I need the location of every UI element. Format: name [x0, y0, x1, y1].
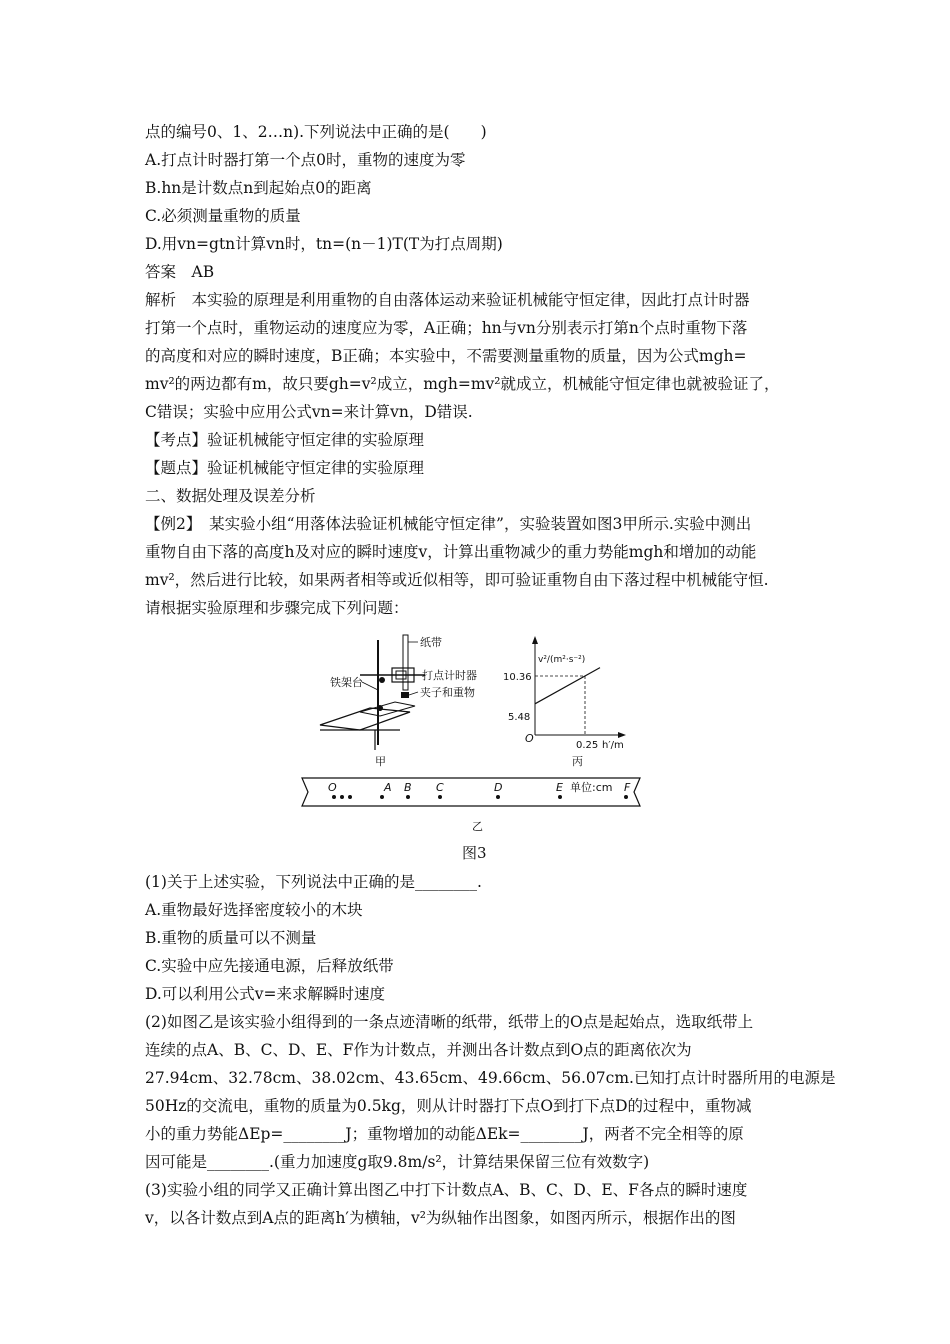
- figure-caption: 图3: [462, 844, 487, 862]
- part1-option-b: B.重物的质量可以不测量: [145, 929, 317, 947]
- tape-label-e: E: [556, 781, 563, 794]
- figure-3-svg: [300, 630, 650, 840]
- tape-dot: [348, 795, 352, 799]
- q1-tidian: 【题点】验证机械能守恒定律的实验原理: [145, 459, 425, 477]
- part3-line: (3)实验小组的同学又正确计算出图乙中打下计数点A、B、C、D、E、F各点的瞬时速度: [145, 1181, 748, 1199]
- weight-clamp: [401, 692, 409, 698]
- tape-label-b: B: [404, 781, 412, 794]
- tape-dot: [406, 795, 410, 799]
- graph-x-arrow: [618, 732, 626, 738]
- tape-label-a: A: [384, 781, 392, 794]
- part2-line: 因可能是________.(重力加速度g取9.8m/s²，计算结果保留三位有效数字): [145, 1153, 650, 1171]
- apparatus-diagram: [320, 635, 425, 750]
- tape-label-f: F: [624, 781, 631, 794]
- example2-line: 请根据实验原理和步骤完成下列问题：: [145, 599, 409, 617]
- q1-option-c: C.必须测量重物的质量: [145, 207, 301, 225]
- figure-3: [300, 630, 650, 860]
- clamp-knob: [379, 677, 385, 683]
- tape-dot: [438, 795, 442, 799]
- q1-analysis-line: C错误；实验中应用公式vn=来计算vn，D错误.: [145, 403, 473, 421]
- tape-dot: [624, 795, 628, 799]
- example2-line: 重物自由下落的高度h及对应的瞬时速度v，计算出重物减少的重力势能mgh和增加的动能: [145, 543, 757, 561]
- part1-option-a: A.重物最好选择密度较小的木块: [145, 901, 363, 919]
- part2-line: 小的重力势能ΔEp=________J；重物增加的动能ΔEk=________J，两者不完全相等的原: [145, 1125, 744, 1143]
- tape-label-d: D: [494, 781, 503, 794]
- label-timer: 打点计时器: [422, 669, 477, 682]
- label-bing: 丙: [572, 755, 583, 768]
- q1-answer: 答案 AB: [145, 263, 215, 281]
- q1-analysis-line: 的高度和对应的瞬时速度，B正确；本实验中，不需要测量重物的质量，因为公式mgh=: [145, 347, 747, 365]
- part2-line: 27.94cm、32.78cm、38.02cm、43.65cm、49.66cm、56.07cm.已知打点计时器所用的电源是: [145, 1069, 836, 1087]
- question-stem-end: 点的编号0、1、2…n).下列说法中正确的是( ): [145, 123, 487, 141]
- tape-dot: [340, 795, 344, 799]
- q1-option-b: B.hn是计数点n到起始点0的距离: [145, 179, 372, 197]
- part2-line: 连续的点A、B、C、D、E、F作为计数点，并测出各计数点到O点的距离依次为: [145, 1041, 692, 1059]
- graph-origin-label: O: [525, 732, 534, 745]
- graph-series-line: [535, 668, 600, 704]
- label-paper: 纸带: [420, 636, 442, 649]
- leader-stand: [362, 682, 378, 690]
- graph-y-arrow: [532, 636, 538, 644]
- base-knob: [377, 705, 383, 711]
- label-stand: 铁架台: [330, 676, 363, 689]
- part2-line: (2)如图乙是该实验小组得到的一条点迹清晰的纸带，纸带上的O点是起始点，选取纸带上: [145, 1013, 754, 1031]
- example2-line: 【例2】 某实验小组“用落体法验证机械能守恒定律”，实验装置如图3甲所示.实验中测出: [145, 515, 752, 533]
- tape-unit: 单位:cm: [570, 781, 613, 794]
- q1-kaodian: 【考点】验证机械能守恒定律的实验原理: [145, 431, 425, 449]
- part3-line: v，以各计数点到A点的距离h′为横轴，v²为纵轴作出图象，如图丙所示，根据作出的图: [145, 1209, 736, 1227]
- q1-option-d: D.用vn=gtn计算vn时，tn=(n－1)T(T为打点周期): [145, 235, 503, 253]
- leader-clamp: [409, 692, 418, 695]
- part2-line: 50Hz的交流电，重物的质量为0.5kg，则从计时器打下点O到打下点D的过程中，重物减: [145, 1097, 752, 1115]
- label-clamp: 夹子和重物: [420, 686, 475, 699]
- label-jia: 甲: [375, 755, 386, 768]
- example2-line: mv²，然后进行比较，如果两者相等或近似相等，即可验证重物自由下落过程中机械能守恒.: [145, 571, 769, 589]
- graph-ylabel: v²/(m²·s⁻²): [538, 655, 586, 665]
- tape-dot: [332, 795, 336, 799]
- graph-ytick-label: 10.36: [503, 672, 532, 683]
- graph-xtick-label: 0.25: [576, 740, 599, 751]
- graph-xlabel: h′/m: [602, 740, 624, 751]
- q1-analysis-line: 解析 本实验的原理是利用重物的自由落体运动来验证机械能守恒定律，因此打点计时器: [145, 291, 750, 309]
- label-yi: 乙: [472, 820, 483, 833]
- tape-dot: [496, 795, 500, 799]
- tape-dot: [558, 795, 562, 799]
- part1-option-c: C.实验中应先接通电源，后释放纸带: [145, 957, 394, 975]
- q1-option-a: A.打点计时器打第一个点0时，重物的速度为零: [145, 151, 466, 169]
- graph-ytick-label: 5.48: [508, 712, 531, 723]
- part1-option-d: D.可以利用公式v=来求解瞬时速度: [145, 985, 386, 1003]
- q1-analysis-line: mv²的两边都有m，故只要gh=v²成立，mgh=mv²就成立，机械能守恒定律也就被验证了，: [145, 375, 780, 393]
- q1-analysis-line: 打第一个点时，重物运动的速度应为零，A正确；hn与vn分别表示打第n个点时重物下落: [145, 319, 748, 337]
- part1-question: (1)关于上述实验，下列说法中正确的是________.: [145, 873, 482, 891]
- graph-bing: [532, 636, 626, 738]
- section-title: 二、数据处理及误差分析: [145, 487, 316, 505]
- tape-dot: [380, 795, 384, 799]
- tape-label-c: C: [436, 781, 444, 794]
- tape-label-o: O: [328, 781, 337, 794]
